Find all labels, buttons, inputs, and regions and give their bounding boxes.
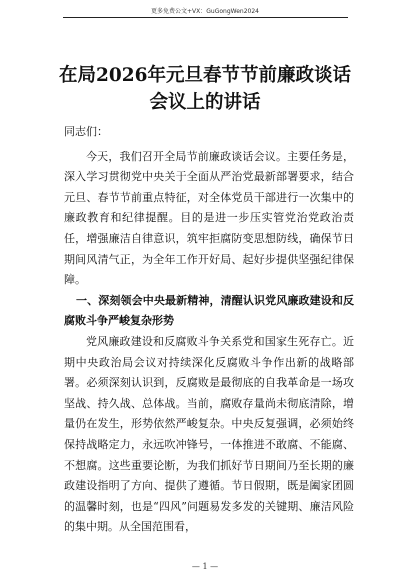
document-title: 在局2026年元旦春节节前廉政谈话会议上的讲话	[59, 65, 351, 113]
page-number: — 1 —	[191, 562, 219, 571]
section-1-paragraph: 党风廉政建设和反腐败斗争关系党和国家生死存亡。近期中央政治局会议对持续深化反腐败斗争作出新的战略部署。必须深刻认识到，反腐败是最彻底的自我革命是一场攻坚战、持久战、总体战。当前，腐败存量尚未彻底清除，增量仍在发生，形势依然严峻复杂。中央反复强调，必须始终保持战略定力，永远吹冲锋号，一体推进不敢腐、不能腐、不想腐。这些重要论断，为我们抓好节日期间乃至长期的廉政建设指明了方向、提供了遵循。节日假期，既是阖家团圆的温馨时刻，也是“四风”问题易发多发的关键期、廉洁风险的集中期。从全国范围看，	[64, 334, 354, 534]
intro-paragraph: 今天，我们召开全局节前廉政谈话会议。主要任务是，深入学习贯彻党中央关于全面从严治党最新部署要求，结合元旦、春节节前重点特征，对全体党员干部进行一次集中的廉政教育和纪律提醒。目的是进一步压实管党治党政治责任，增强廉洁自律意识，筑牢拒腐防变思想防线，确保节日期间风清气正，为全年工作开好局、起好步提供坚强纪律保障。	[64, 149, 354, 287]
header-note: 更多免费公文+VX：GuGongWen2024	[151, 8, 259, 15]
header-rule	[63, 17, 348, 18]
section-heading-1: 一、深刻领会中央最新精神，清醒认识党风廉政建设和反腐败斗争严峻复杂形势	[64, 293, 354, 328]
document-body	[64, 122, 354, 538]
salutation: 同志们：	[64, 125, 108, 138]
